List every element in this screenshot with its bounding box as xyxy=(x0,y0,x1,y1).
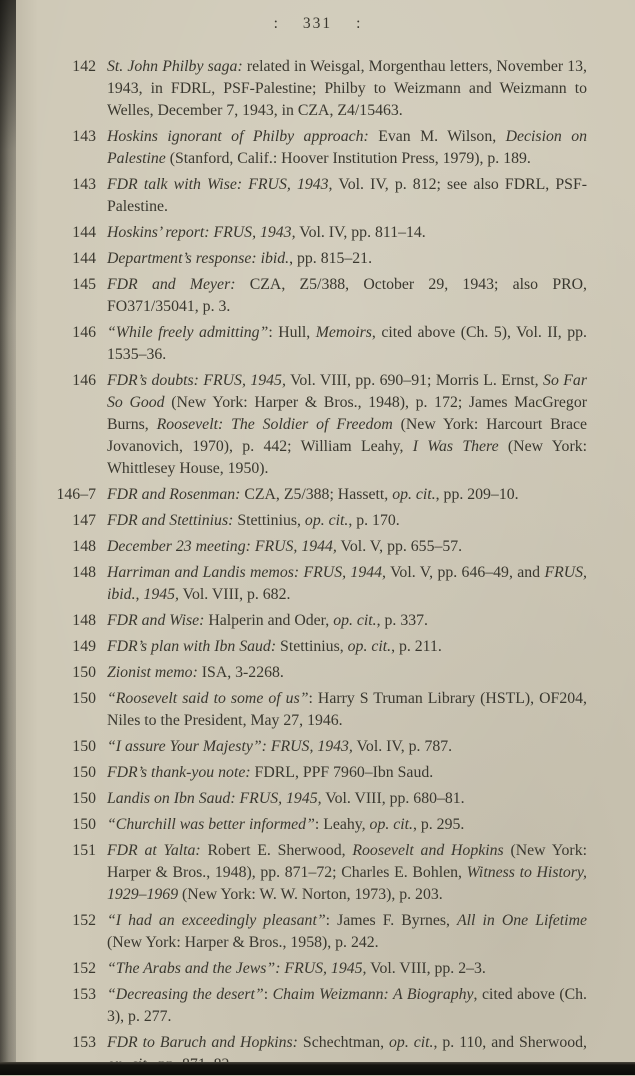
note-citation-roman: , p. 110, and Sherwood, xyxy=(433,1034,587,1051)
note-text xyxy=(107,662,587,684)
note-citation-italic: “Roosevelt said to some of us” xyxy=(107,690,309,707)
note-citation-roman: , pp. 815–21. xyxy=(289,250,373,267)
note-citation-roman: , p. 337. xyxy=(376,612,428,629)
note-text xyxy=(107,610,587,632)
note-text xyxy=(107,840,587,906)
note-citation-roman: CZA, Z5/388; Hassett, xyxy=(240,486,393,503)
note-item xyxy=(55,562,587,606)
note-number: 142 xyxy=(72,58,96,75)
note-text xyxy=(107,510,587,532)
note-citation-italic: I Was There xyxy=(412,438,499,455)
note-text xyxy=(107,910,587,954)
note-citation-italic: Memoirs xyxy=(315,324,372,341)
note-citation-italic: FDR talk with Wise: FRUS, 1943, xyxy=(107,176,333,193)
note-item xyxy=(55,958,587,980)
note-item xyxy=(55,56,587,122)
note-citation-italic: St. John Philby saga: xyxy=(107,58,243,75)
note-citation-italic: “I had an exceedingly pleasant” xyxy=(107,912,326,929)
note-item xyxy=(55,910,587,954)
note-item xyxy=(55,510,587,532)
note-citation-roman: , cited above (Ch. 5), Vol. II, pp. 1535–36. xyxy=(107,324,587,363)
note-citation-roman: related in Weisgal, Morgenthau letters, November 13, 1943, in FDRL, PSF-Palestine; Philby to Weizmann and Weizmann to Welles, December 7, 1943, in CZA, Z4/15463. xyxy=(107,58,587,119)
note-citation-italic: op. cit. xyxy=(369,816,413,833)
note-number: 144 xyxy=(72,224,96,241)
note-number: 151 xyxy=(72,842,96,859)
note-citation-italic: Witness to History, 1929–1969 xyxy=(107,864,587,903)
note-citation-roman: Vol. V, pp. 646–49, and xyxy=(385,564,545,581)
note-citation-italic: All in One Lifetime xyxy=(457,912,587,929)
note-item xyxy=(55,984,587,1028)
note-citation-italic: So Far So Good xyxy=(107,372,587,411)
note-citation-roman: , p. 170. xyxy=(348,512,400,529)
note-item xyxy=(55,174,587,218)
note-citation-roman: Vol. VIII, pp. 690–91; Morris L. Ernst, xyxy=(285,372,544,389)
note-citation-italic: FDR’s doubts: FRUS, 1945, xyxy=(107,372,286,389)
note-number: 149 xyxy=(72,638,96,655)
note-number: 147 xyxy=(72,512,96,529)
note-text xyxy=(107,536,587,558)
note-number: 150 xyxy=(72,790,96,807)
note-number: 150 xyxy=(72,816,96,833)
note-item xyxy=(55,610,587,632)
note-text xyxy=(107,688,587,732)
note-text xyxy=(107,222,587,244)
note-citation-roman: Vol. IV, p. 812; see also FDRL, PSF-Palestine. xyxy=(107,176,588,215)
note-citation-italic: op. cit. xyxy=(389,1034,434,1051)
note-item xyxy=(55,222,587,244)
note-number: 143 xyxy=(72,128,96,145)
note-citation-italic: FRUS, ibid., 1945, xyxy=(107,564,587,603)
endnotes-list xyxy=(0,56,635,1076)
note-citation-roman: Vol. IV, p. 787. xyxy=(352,738,453,755)
note-number: 148 xyxy=(72,538,96,555)
note-number: 148 xyxy=(72,564,96,581)
note-item xyxy=(55,762,587,784)
note-text xyxy=(107,484,587,506)
note-item xyxy=(55,126,587,170)
note-number: 152 xyxy=(72,912,96,929)
note-citation-roman: Vol. VIII, p. 682. xyxy=(178,586,291,603)
note-citation-italic: “The Arabs and the Jews”: FRUS, 1945, xyxy=(107,960,367,977)
note-number: 152 xyxy=(72,960,96,977)
note-citation-roman: : xyxy=(263,986,273,1003)
note-text xyxy=(107,56,587,122)
note-citation-roman: (New York: Harper & Bros., 1948), p. 172; James MacGregor Burns, xyxy=(107,394,587,433)
note-citation-roman: (New York: Harper & Bros., 1958), p. 242. xyxy=(107,934,379,951)
note-citation-roman: Schechtman, xyxy=(297,1034,390,1051)
note-number: 153 xyxy=(72,1034,96,1051)
note-citation-roman: ISA, 3-2268. xyxy=(197,664,284,681)
note-citation-roman: (Stanford, Calif.: Hoover Institution Press, 1979), p. 189. xyxy=(165,150,531,167)
note-item xyxy=(55,484,587,506)
note-item xyxy=(55,688,587,732)
note-item xyxy=(55,662,587,684)
note-number: 150 xyxy=(72,690,96,707)
note-citation-italic: “While freely admitting” xyxy=(107,324,269,341)
note-text xyxy=(107,636,587,658)
note-citation-roman: , cited above (Ch. 3), p. 277. xyxy=(107,986,588,1025)
note-citation-italic: Hoskins’ report: FRUS, 1943, xyxy=(107,224,296,241)
note-number: 143 xyxy=(72,176,96,193)
note-citation-roman: , pp. 209–10. xyxy=(435,486,519,503)
note-citation-roman: , p. 295. xyxy=(412,816,465,833)
note-citation-roman: Vol. V, pp. 655–57. xyxy=(336,538,463,555)
note-text xyxy=(107,174,587,218)
note-number: 146–7 xyxy=(56,486,96,503)
note-citation-roman: CZA, Z5/388, October 29, 1943; also PRO, FO371/35041, p. 3. xyxy=(107,276,588,315)
note-citation-italic: Hoskins ignorant of Philby approach: xyxy=(107,128,369,145)
note-text xyxy=(107,274,587,318)
note-citation-roman: Vol. IV, pp. 811–14. xyxy=(295,224,426,241)
note-item xyxy=(55,322,587,366)
note-text xyxy=(107,984,587,1028)
note-citation-roman: Vol. VIII, pp. 680–81. xyxy=(321,790,465,807)
note-citation-italic: FDR and Meyer: xyxy=(107,276,236,293)
note-number: 150 xyxy=(72,738,96,755)
note-citation-italic: Roosevelt and Hopkins xyxy=(352,842,504,859)
note-number: 144 xyxy=(72,250,96,267)
page-number: 331 xyxy=(302,15,333,32)
note-citation-roman: : Leahy, xyxy=(314,816,370,833)
note-citation-italic: “Decreasing the desert” xyxy=(107,986,264,1003)
note-citation-italic: FDR at Yalta: xyxy=(107,842,201,859)
note-citation-italic: December 23 meeting: FRUS, 1944, xyxy=(107,538,337,555)
note-citation-roman: (New York: Whittlesey House, 1950). xyxy=(107,438,587,477)
note-item xyxy=(55,814,587,836)
note-text xyxy=(107,958,587,980)
note-number: 148 xyxy=(72,612,96,629)
note-citation-italic: FDR to Baruch and Hopkins: xyxy=(107,1034,298,1051)
scan-bottom-bar xyxy=(0,1062,635,1075)
note-item xyxy=(55,274,587,318)
note-number: 153 xyxy=(72,986,96,1003)
note-citation-italic: Harriman and Landis memos: FRUS, 1944, xyxy=(107,564,386,581)
note-number: 146 xyxy=(72,372,96,389)
note-text xyxy=(107,562,587,606)
note-citation-roman: : James F. Byrnes, xyxy=(325,912,458,929)
note-citation-roman: , p. 211. xyxy=(391,638,442,655)
note-item xyxy=(55,840,587,906)
note-text xyxy=(107,248,587,270)
note-text xyxy=(107,370,587,480)
note-citation-italic: FDR and Rosenman: xyxy=(107,486,241,503)
note-citation-roman: Stettinius, xyxy=(276,638,348,655)
note-item xyxy=(55,248,587,270)
note-item xyxy=(55,636,587,658)
note-item xyxy=(55,788,587,810)
header-right-colon: : xyxy=(356,15,362,32)
note-citation-italic: op. cit. xyxy=(333,612,377,629)
note-citation-roman: : Hull, xyxy=(268,324,316,341)
note-citation-italic: FDR and Wise: xyxy=(107,612,205,629)
note-item xyxy=(55,736,587,758)
note-text xyxy=(107,126,587,170)
note-citation-italic: FDR and Stettinius: xyxy=(107,512,234,529)
note-citation-italic: FDR’s plan with Ibn Saud: xyxy=(107,638,277,655)
note-citation-roman: Evan M. Wilson, xyxy=(368,128,506,145)
note-number: 145 xyxy=(72,276,96,293)
note-text xyxy=(107,788,587,810)
note-citation-roman: (New York: W. W. Norton, 1973), p. 203. xyxy=(178,886,443,903)
page-header xyxy=(0,0,635,35)
note-citation-italic: op. cit. xyxy=(304,512,349,529)
note-citation-roman: Stettinius, xyxy=(233,512,305,529)
note-citation-italic: “I assure Your Majesty”: FRUS, 1943, xyxy=(107,738,353,755)
note-citation-italic: Chaim Weizmann: A Biography xyxy=(272,986,474,1003)
note-number: 150 xyxy=(72,664,96,681)
note-citation-italic: FDR’s thank-you note: xyxy=(107,764,251,781)
note-citation-italic: Decision on Palestine xyxy=(107,128,587,167)
note-citation-italic: “Churchill was better informed” xyxy=(107,816,315,833)
note-number: 150 xyxy=(72,764,96,781)
note-citation-italic: Landis on Ibn Saud: FRUS, 1945, xyxy=(107,790,322,807)
note-text xyxy=(107,322,587,366)
note-citation-italic: Zionist memo: xyxy=(107,664,198,681)
note-citation-roman: Vol. VIII, pp. 2–3. xyxy=(366,960,486,977)
header-left-colon: : xyxy=(273,15,279,32)
note-citation-roman: : Harry S Truman Library (HSTL), OF204, Niles to the President, May 27, 1946. xyxy=(107,690,587,729)
note-citation-italic: Department’s response: ibid. xyxy=(107,250,290,267)
note-citation-italic: op. cit. xyxy=(347,638,392,655)
note-citation-roman: Halperin and Oder, xyxy=(204,612,334,629)
note-text xyxy=(107,814,587,836)
note-citation-roman: (New York: Harcourt Brace Jovanovich, 1970), p. 442; William Leahy, xyxy=(107,416,587,455)
note-text xyxy=(107,736,587,758)
note-citation-roman: (New York: Harper & Bros., 1948), pp. 871–72; Charles E. Bohlen, xyxy=(107,842,587,881)
note-citation-italic: Roosevelt: The Soldier of Freedom xyxy=(156,416,393,433)
note-item xyxy=(55,536,587,558)
note-number: 146 xyxy=(72,324,96,341)
note-text xyxy=(107,762,587,784)
note-citation-roman: Robert E. Sherwood, xyxy=(200,842,353,859)
note-citation-italic: op. cit. xyxy=(392,486,436,503)
note-citation-roman: FDRL, PPF 7960–Ibn Saud. xyxy=(250,764,434,781)
note-item xyxy=(55,370,587,480)
